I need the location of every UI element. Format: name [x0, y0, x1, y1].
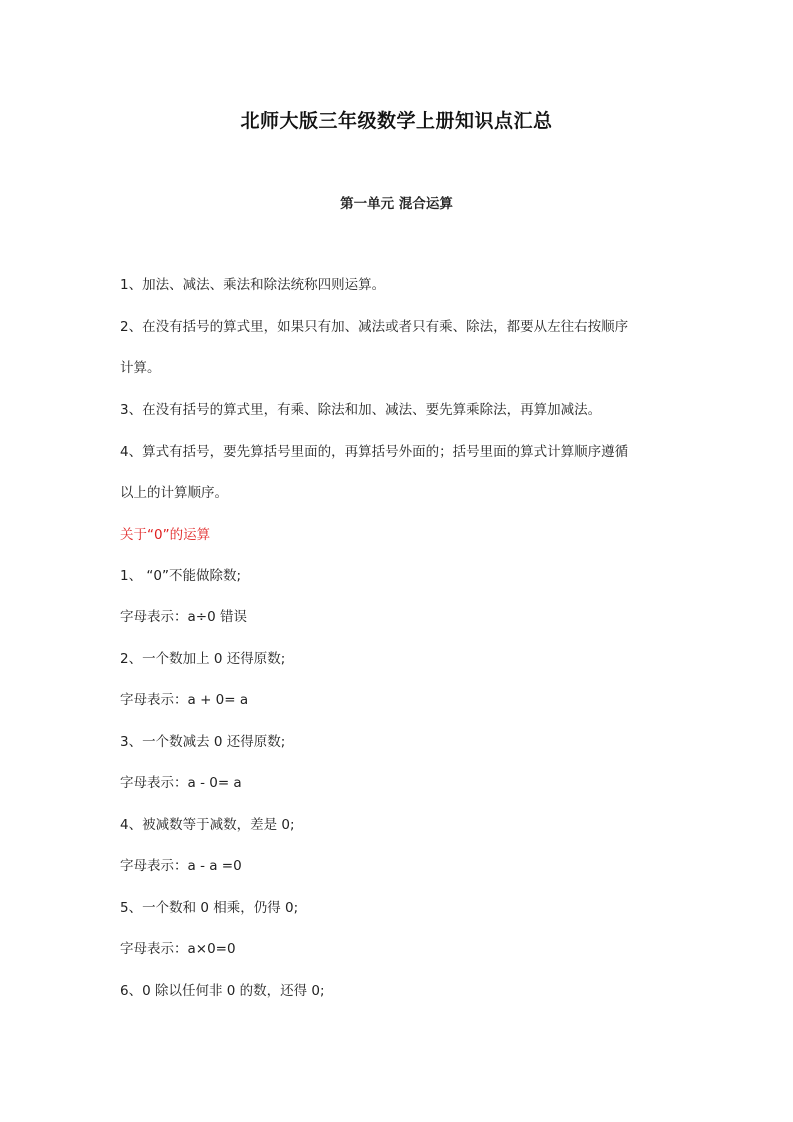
formula-line: 字母表示：a + 0= a — [120, 692, 249, 708]
paragraph-line: 2、一个数加上 0 还得原数; — [120, 651, 286, 667]
unit-heading: 第一单元 混合运算 — [340, 196, 453, 212]
document-title: 北师大版三年级数学上册知识点汇总 — [240, 110, 553, 132]
paragraph-line: 4、被减数等于减数，差是 0; — [120, 817, 295, 833]
paragraph-line: 1、加法、减法、乘法和除法统称四则运算。 — [120, 277, 386, 293]
paragraph-line: 3、一个数减去 0 还得原数; — [120, 734, 286, 750]
formula-line: 字母表示：a - a =0 — [120, 858, 242, 874]
paragraph-line: 5、一个数和 0 相乘，仍得 0; — [120, 900, 299, 916]
paragraph-line: 2、在没有括号的算式里，如果只有加、减法或者只有乘、除法，都要从左往右按顺序 — [120, 319, 629, 335]
paragraph-line: 6、0 除以任何非 0 的数，还得 0; — [120, 983, 325, 999]
formula-line: 字母表示：a×0=0 — [120, 941, 236, 957]
paragraph-line: 1、 “0”不能做除数; — [120, 568, 242, 584]
paragraph-line: 计算。 — [120, 360, 161, 376]
formula-line: 字母表示：a - 0= a — [120, 775, 242, 791]
paragraph-line: 以上的计算顺序。 — [120, 485, 228, 501]
paragraph-line: 3、在没有括号的算式里，有乘、除法和加、减法、要先算乘除法，再算加减法。 — [120, 402, 602, 418]
section-heading-zero: 关于“0”的运算 — [120, 527, 211, 543]
paragraph-line: 4、算式有括号，要先算括号里面的，再算括号外面的；括号里面的算式计算顺序遵循 — [120, 444, 629, 460]
formula-line: 字母表示：a÷0 错误 — [120, 609, 247, 625]
